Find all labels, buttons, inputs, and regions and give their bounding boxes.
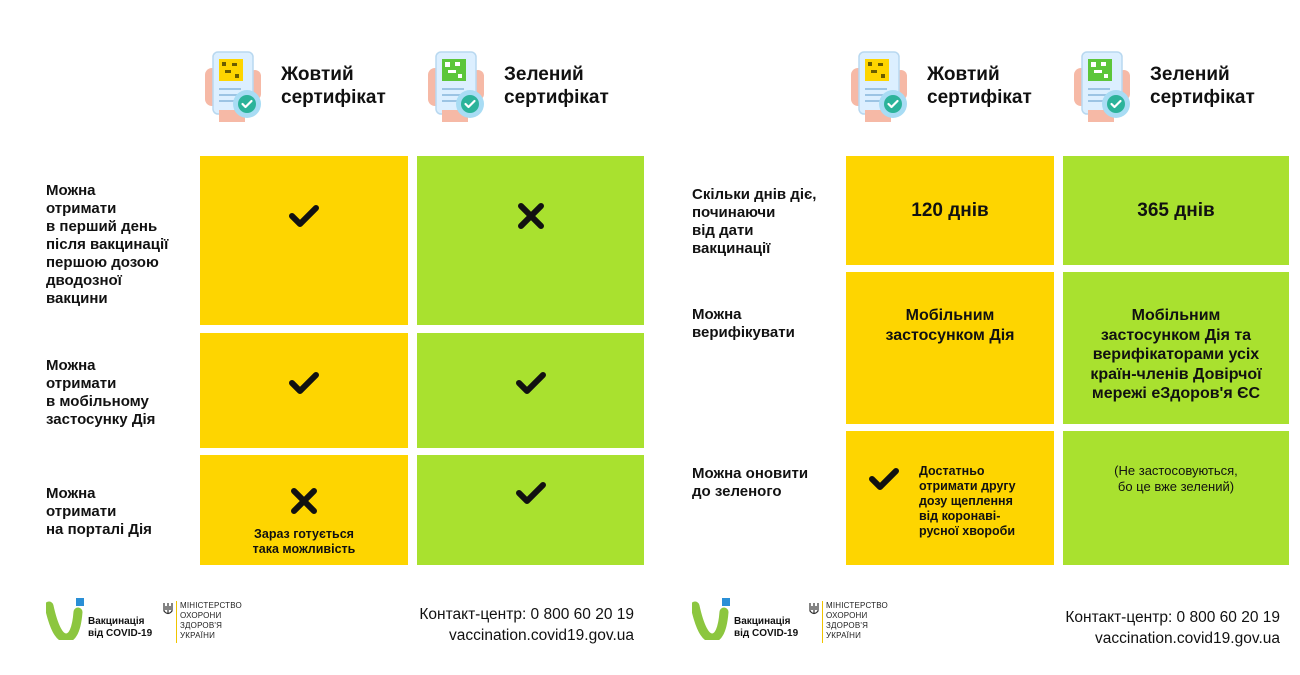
ministry-line: ОХОРОНИ [826, 611, 868, 620]
note-line: отримати другу [919, 479, 1016, 493]
header-green-certificate [428, 50, 609, 122]
cell-green-first-day [417, 156, 644, 325]
row-label-verify [692, 306, 795, 342]
cell-yellow-validity [846, 156, 1054, 265]
label-line: застосунку Дія [46, 411, 156, 428]
logo-line: від COVID-19 [734, 628, 799, 639]
text-line: застосунком Дія [885, 326, 1015, 344]
label-line: дводозної [46, 272, 122, 289]
logo-line: від COVID-19 [88, 628, 153, 639]
note-line: від коронаві- [919, 509, 1001, 523]
label-line: від дати [692, 222, 754, 239]
header-title-line1: Зелений [1150, 64, 1230, 85]
ministry-line: УКРАЇНИ [826, 631, 862, 640]
ministry-line: ЗДОРОВ'Я [180, 621, 223, 630]
vaccination-logo-icon [46, 598, 86, 640]
cell-green-verify [1063, 272, 1289, 424]
check-icon [511, 363, 551, 403]
contact-info [1065, 607, 1280, 649]
text-line: верифікаторами усіх [1092, 346, 1260, 363]
label-line: в мобільному [46, 393, 149, 410]
label-line: Можна [46, 357, 96, 374]
text-line: (Не застосовуються, [1114, 463, 1238, 478]
row-label-portal [46, 485, 152, 539]
phone-qr-green-icon [1074, 50, 1138, 122]
contact-phone: Контакт-центр: 0 800 60 20 19 [1065, 609, 1280, 626]
cross-icon [284, 481, 324, 521]
phone-qr-yellow-icon [851, 50, 915, 122]
header-title-line2: сертифікат [1150, 87, 1255, 108]
logo-text [734, 616, 798, 640]
cell-yellow-verify [846, 272, 1054, 424]
phone-qr-green-icon [428, 50, 492, 122]
text-line: країн-членів Довірчої [1090, 365, 1262, 383]
validity-value: 365 днів [1137, 200, 1215, 221]
label-line: вакцини [46, 290, 108, 307]
label-line: вакцинації [692, 240, 771, 257]
label-line: Можна [46, 485, 96, 502]
ministry-line: МІНІСТЕРСТВО [180, 601, 242, 610]
label-line: Можна оновити [692, 465, 809, 482]
label-line: отримати [46, 200, 117, 217]
cell-green-portal [417, 455, 644, 565]
label-line: верифікувати [692, 324, 795, 341]
verify-text [885, 306, 1014, 345]
note-line: дозу щеплення [919, 494, 1013, 508]
label-line: в перший день [46, 218, 158, 235]
text-line: бо це вже зелений) [1117, 479, 1235, 494]
header-title-line1: Зелений [504, 64, 584, 85]
header-title-line1: Жовтий [927, 64, 1000, 85]
ministry-divider [822, 601, 823, 643]
header-title-line2: сертифікат [281, 87, 386, 108]
row-label-mobile-app [46, 357, 155, 429]
verify-text [1090, 306, 1261, 404]
row-label-validity [692, 186, 816, 258]
ministry-line: ОХОРОНИ [180, 611, 222, 620]
phone-qr-yellow-icon [205, 50, 269, 122]
label-line: отримати [46, 503, 117, 520]
coat-of-arms-icon [163, 602, 173, 616]
text-line: мережі еЗдоров'я ЄС [1091, 385, 1261, 402]
logo-line: Вакцинація [88, 616, 145, 627]
ministry-line: УКРАЇНИ [180, 631, 216, 640]
cell-yellow-mobile-app [200, 333, 408, 448]
note-line: така можливість [252, 542, 356, 556]
label-line: першою дозою [46, 254, 159, 271]
check-icon [284, 196, 324, 236]
ministry-line: МІНІСТЕРСТВО [826, 601, 888, 610]
ministry-text [826, 601, 888, 641]
cell-yellow-upgrade [846, 431, 1054, 565]
cell-green-validity [1063, 156, 1289, 265]
website-link[interactable]: vaccination.covid19.gov.ua [1095, 630, 1280, 647]
cell-yellow-portal [200, 455, 408, 565]
label-line: Скільки днів діє, [692, 186, 817, 203]
logo-line: Вакцинація [734, 616, 791, 627]
note-line: Зараз готується [254, 527, 354, 541]
text-line: застосунком Дія та [1100, 326, 1252, 344]
note-line: русної хвороби [919, 524, 1016, 538]
website-link[interactable]: vaccination.covid19.gov.ua [449, 627, 634, 644]
cell-green-upgrade [1063, 431, 1289, 565]
ministry-line: ЗДОРОВ'Я [826, 621, 869, 630]
check-icon [284, 363, 324, 403]
vaccination-logo-icon [692, 598, 732, 640]
row-label-first-day [46, 182, 168, 308]
label-line: після вакцинації [46, 236, 169, 253]
label-line: отримати [46, 375, 117, 392]
row-label-upgrade [692, 465, 808, 501]
label-line: Можна [46, 182, 96, 199]
header-title-line1: Жовтий [281, 64, 354, 85]
header-title-line2: сертифікат [927, 87, 1032, 108]
label-line: Можна [692, 306, 742, 323]
header-yellow-certificate [851, 50, 1032, 122]
note-line: Достатньо [919, 464, 985, 478]
check-icon [864, 459, 904, 499]
contact-phone: Контакт-центр: 0 800 60 20 19 [419, 606, 634, 623]
text-line: Мобільним [905, 307, 995, 324]
cell-note [253, 527, 356, 557]
label-line: на порталі Дія [46, 521, 152, 538]
header-green-certificate [1074, 50, 1255, 122]
cell-yellow-first-day [200, 156, 408, 325]
ministry-divider [176, 601, 177, 643]
ministry-text [180, 601, 242, 641]
not-applicable-note [1114, 463, 1238, 495]
check-icon [511, 473, 551, 513]
header-yellow-certificate [205, 50, 386, 122]
label-line: до зеленого [692, 483, 782, 500]
contact-info [419, 604, 634, 646]
label-line: починаючи [692, 204, 776, 221]
text-line: Мобільним [1131, 307, 1221, 324]
cell-green-mobile-app [417, 333, 644, 448]
coat-of-arms-icon [809, 602, 819, 616]
upgrade-note [919, 464, 1016, 539]
cross-icon [511, 196, 551, 236]
header-title-line2: сертифікат [504, 87, 609, 108]
validity-value: 120 днів [911, 200, 989, 221]
logo-text [88, 616, 152, 640]
